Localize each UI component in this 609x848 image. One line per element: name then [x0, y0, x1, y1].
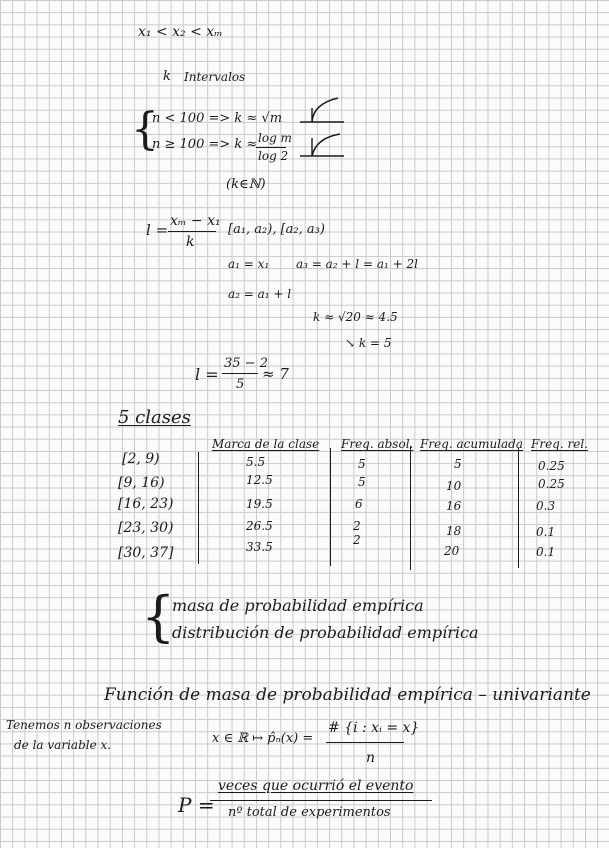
- row-marca: 5.5: [246, 455, 266, 469]
- intro-line-1: Tenemos n observaciones: [6, 718, 162, 732]
- a1-text: a₁ = x₁: [228, 257, 270, 271]
- table-divider-3: [410, 446, 411, 570]
- row-rel: 0.25: [538, 477, 565, 491]
- header-freq-rel: Freq. rel.: [531, 437, 588, 451]
- log-curve-sketch: [298, 130, 348, 160]
- row-interval: [23, 30): [118, 520, 174, 536]
- l-calc-numerator: 35 − 2: [224, 356, 268, 371]
- l-formula-left: l =: [146, 221, 169, 239]
- p-numerator: veces que ocurrió el evento: [218, 778, 414, 794]
- classes-title: 5 clases: [118, 407, 191, 428]
- row-abs: 2: [353, 533, 361, 547]
- intervals-label: Intervalos: [184, 70, 246, 84]
- row-abs: 5: [358, 457, 366, 471]
- concept-distribucion: distribución de probabilidad empírica: [172, 623, 479, 642]
- rule-large-numerator: log m: [258, 131, 292, 145]
- row-marca: 19.5: [246, 497, 273, 511]
- row-acum: 18: [446, 524, 462, 538]
- definition-fraction-bar: [326, 742, 404, 743]
- row-interval: [2, 9): [122, 451, 160, 467]
- a3-text: a₃ = a₂ + l = a₁ + 2l: [296, 257, 418, 271]
- table-divider-1: [198, 452, 199, 564]
- function-title: Función de masa de probabilidad empírica – univariante: [104, 685, 591, 705]
- row-rel: 0.1: [536, 545, 556, 559]
- k-approx-text: k ≈ √20 ≈ 4.5: [313, 310, 398, 324]
- row-abs: 5: [358, 475, 366, 489]
- l-calc-left: l =: [195, 365, 219, 384]
- row-acum: 10: [446, 479, 462, 493]
- row-rel: 0.3: [536, 499, 556, 513]
- row-rel: 0.1: [536, 525, 556, 539]
- row-acum: 5: [454, 457, 462, 471]
- definition-left: x ∈ ℝ ↦ p̂ₙ(x) =: [212, 731, 314, 746]
- rules-brace: {: [131, 104, 159, 155]
- table-divider-4: [518, 448, 519, 568]
- row-interval: [9, 16): [118, 475, 165, 491]
- concepts-brace: {: [141, 585, 176, 648]
- rule-large-fraction-bar: [256, 147, 286, 148]
- row-acum: 20: [444, 544, 460, 558]
- definition-numerator: # {i : xᵢ = x}: [328, 720, 420, 736]
- k-result-text: ↘ k = 5: [345, 336, 392, 350]
- ordering-text: x₁ < x₂ < xₘ: [138, 24, 223, 40]
- row-rel: 0.25: [538, 459, 565, 473]
- l-formula-denominator: k: [186, 234, 195, 250]
- table-divider-2: [330, 448, 331, 566]
- p-left: P =: [178, 793, 215, 817]
- l-formula-fraction-bar: [168, 231, 216, 232]
- header-marca: Marca de la clase: [212, 437, 320, 451]
- row-interval: [16, 23): [118, 496, 174, 512]
- p-denominator: nº total de experimentos: [228, 805, 391, 820]
- concept-masa: masa de probabilidad empírica: [172, 596, 424, 615]
- rule-large-text: n ≥ 100 => k ≈: [152, 137, 258, 152]
- definition-denominator: n: [366, 750, 376, 766]
- k-symbol: k: [163, 69, 171, 84]
- rule-small-text: n < 100 => k ≈ √m: [152, 111, 283, 126]
- a2-text: a₂ = a₁ + l: [228, 287, 292, 301]
- l-calc-fraction-bar: [222, 373, 258, 374]
- l-calc-denominator: 5: [236, 377, 245, 392]
- p-fraction-bar: [210, 800, 432, 801]
- row-interval: [30, 37]: [118, 545, 174, 561]
- header-freq-acum: Freq. acumulada: [420, 437, 524, 451]
- intervals-text: [a₁, a₂), [a₂, a₃): [228, 222, 325, 237]
- row-marca: 33.5: [246, 540, 273, 554]
- row-marca: 26.5: [246, 519, 273, 533]
- row-marca: 12.5: [246, 473, 273, 487]
- header-freq-abs: Freq. absol.: [341, 437, 414, 451]
- row-abs: 2: [353, 519, 361, 533]
- l-calc-right: ≈ 7: [262, 365, 289, 383]
- row-abs: 6: [355, 497, 363, 511]
- rule-large-denominator: log 2: [258, 149, 289, 163]
- l-formula-numerator: xₘ − x₁: [170, 213, 221, 229]
- k-natural-text: (k∈ℕ): [226, 177, 266, 192]
- row-acum: 16: [446, 499, 462, 513]
- sqrt-curve-sketch: [298, 96, 348, 126]
- intro-line-2: de la variable x.: [14, 738, 112, 752]
